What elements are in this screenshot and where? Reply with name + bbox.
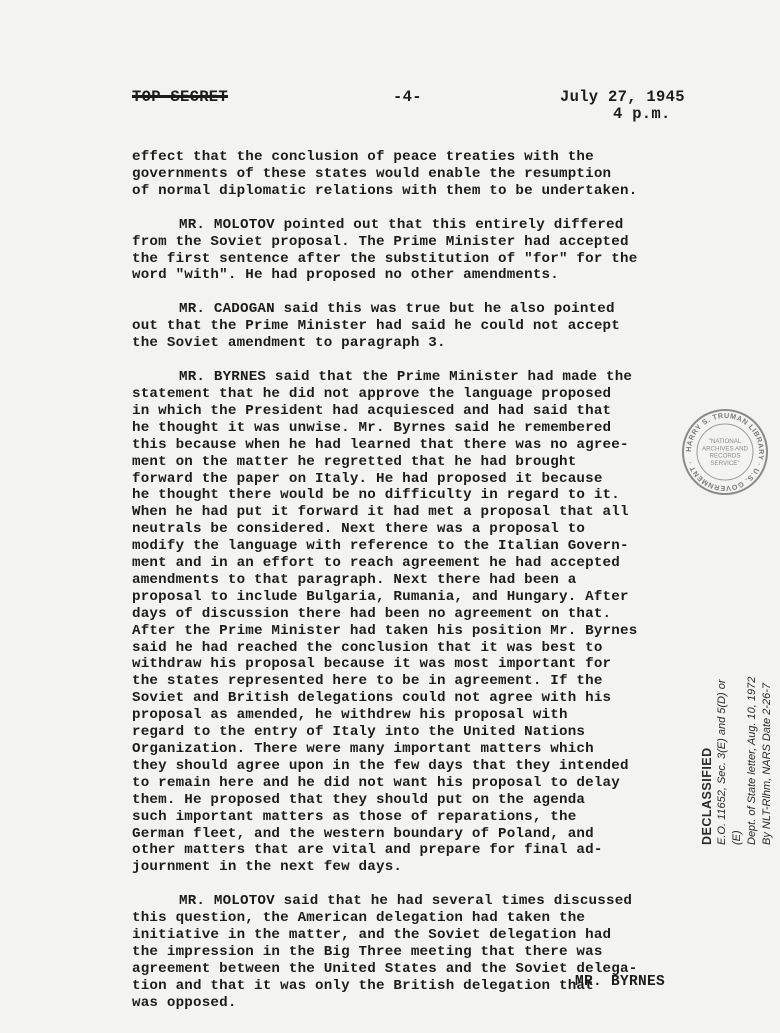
catchword: MR. BYRNES (575, 974, 666, 990)
text-line: ment on the matter he regretted that he had brought (132, 453, 577, 470)
text-line: MR. BYRNES said that the Prime Minister had made the (179, 369, 633, 386)
seal-inner-line: "NATIONAL (708, 438, 742, 446)
text-line: such important matters as those of reparations, the (132, 808, 577, 825)
text-line: effect that the conclusion of peace treaties with the (132, 149, 594, 165)
archive-seal-icon (681, 408, 769, 496)
text-line: in which the President had acquiesced and had said that (132, 402, 612, 419)
text-line: this because when he had learned that there was no agree- (132, 436, 629, 453)
text-line: MR. CADOGAN said this was true but he also pointed (179, 301, 615, 318)
text-line: this question, the American delegation had taken the (132, 910, 586, 927)
seal-outer-text: HARRY S. TRUMAN LIBRARY · U.S. GOVERNMENT · (683, 410, 767, 494)
text-line: German fleet, and the western boundary of Poland, and (132, 825, 594, 842)
stamp-line: By NLT-Rlhm, NARS Date 2-26-7 (761, 683, 773, 845)
text-line: he thought there would be no difficulty in regard to it. (132, 487, 620, 504)
svg-text:"NATIONALARCHIVES ANDRECORDSSE (702, 438, 749, 467)
text-line: he thought it was unwise. Mr. Byrnes said he remembered (132, 419, 612, 436)
text-line: neutrals be considered. Next there was a proposal to (132, 521, 586, 538)
text-line: of normal diplomatic relations with them to be undertaken. (132, 182, 638, 199)
text-line: tion and that it was only the British delegation that (132, 977, 594, 994)
text-line: other matters that are vital and prepare for final ad- (132, 842, 603, 859)
page-number: -4- (393, 88, 422, 106)
text-line: MR. MOLOTOV said that he had several times discussed (179, 893, 633, 910)
text-line: from the Soviet proposal. The Prime Minister had accepted (132, 233, 629, 250)
text-line: ment and in an effort to reach agreement he had accepted (132, 555, 620, 572)
text-line: word "with". He had proposed no other amendments. (132, 267, 559, 284)
text-line: them. He proposed that they should put on the agenda (132, 791, 586, 808)
seal-inner-line: ARCHIVES AND (701, 445, 749, 453)
header-time: 4 p.m. (613, 105, 671, 123)
paragraph (132, 893, 692, 1011)
text-line: the Soviet amendment to paragraph 3. (132, 335, 446, 352)
text-line: amendments to that paragraph. Next there had been a (132, 571, 577, 588)
seal-inner-line: SERVICE" (710, 459, 740, 467)
header-date: July 27, 1945 (560, 88, 685, 106)
declassified-stamp (700, 665, 775, 845)
text-line: was opposed. (132, 994, 237, 1011)
text-line: Soviet and British delegations could not agree with his (132, 690, 612, 707)
text-line: proposal as amended, he withdrew his proposal with (132, 707, 568, 724)
document-body (132, 149, 692, 1029)
text-line: Organization. There were many important matters which (132, 741, 594, 757)
text-line: out that the Prime Minister had said he could not accept (132, 318, 620, 335)
text-line: After the Prime Minister had taken his position Mr. Byrnes (132, 622, 638, 639)
paragraph (132, 149, 692, 200)
text-line: governments of these states would enable the resumption (132, 165, 612, 182)
paragraph (132, 301, 692, 352)
seal-inner-line: RECORDS (709, 452, 741, 460)
text-line: forward the paper on Italy. He had proposed it because (132, 470, 603, 487)
text-line: days of discussion there had been no agreement on that. (132, 605, 612, 622)
text-line: withdraw his proposal because it was most important for (132, 656, 612, 673)
text-line: When he had put it forward it had met a proposal that all (132, 504, 629, 521)
text-line: agreement between the United States and the Soviet delega- (132, 960, 638, 977)
stamp-line: E.O. 11652, Sec. 3(E) and 5(D) or (E) (716, 679, 743, 845)
text-line: MR. MOLOTOV pointed out that this entirely differed (179, 216, 624, 233)
text-line: initiative in the matter, and the Soviet delegation had (132, 927, 612, 944)
stamp-line: Dept. of State letter, Aug. 10, 1972 (746, 676, 758, 845)
text-line: they should agree upon in the few days that they intended (132, 757, 629, 774)
text-line: modify the language with reference to the Italian Govern- (132, 538, 629, 555)
text-line: regard to the entry of Italy into the United Nations (132, 724, 586, 741)
text-line: to remain here and he did not want his proposal to delay (132, 774, 620, 791)
text-line: the states represented here to be in agreement. If the (132, 673, 603, 690)
text-line: said he had reached the conclusion that it was best to (132, 639, 603, 656)
paragraph (132, 217, 692, 285)
text-line: the first sentence after the substitution of "for" for the (132, 250, 638, 267)
paragraph (132, 369, 692, 876)
stamp-title: DECLASSIFIED (700, 747, 714, 845)
text-line: statement that he did not approve the language proposed (132, 385, 612, 402)
text-line: the impression in the Big Three meeting that there was (132, 943, 603, 960)
text-line: journment in the next few days. (132, 859, 403, 876)
classification-marking: TOP SECRET (132, 88, 229, 106)
text-line: proposal to include Bulgaria, Rumania, and Hungary. After (132, 588, 629, 605)
